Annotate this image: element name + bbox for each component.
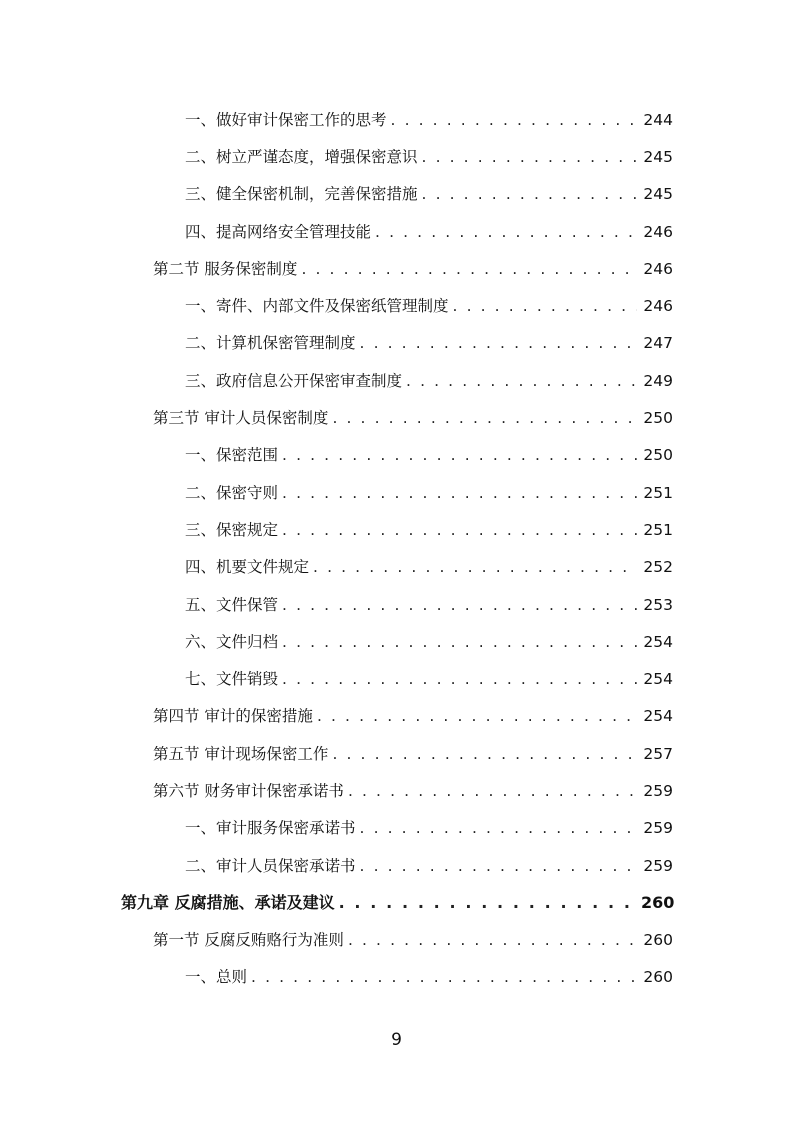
toc-entry-page: 259 [643, 856, 673, 875]
toc-entry-page: 250 [643, 446, 673, 465]
toc-entry-title: 二、计算机保密管理制度 [185, 334, 356, 353]
toc-entry-title: 三、政府信息公开保密审查制度 [185, 371, 403, 390]
toc-dot-leader [422, 147, 637, 167]
toc-entry-page: 259 [643, 781, 673, 800]
toc-entry[interactable] [0, 176, 793, 213]
toc-entry-title: 七、文件销毁 [185, 670, 279, 689]
toc-entry-title: 一、做好审计保密工作的思考 [185, 110, 387, 129]
toc-dot-leader [282, 483, 637, 503]
toc-dot-leader [348, 781, 637, 801]
toc-entry-page: 245 [643, 147, 673, 166]
toc-entry-page: 251 [643, 483, 673, 502]
toc-entry-title: 五、文件保管 [185, 595, 279, 614]
toc-dot-leader [282, 669, 637, 689]
toc-entry[interactable] [0, 213, 793, 250]
toc-entry-title: 第三节 审计人员保密制度 [153, 409, 329, 428]
toc-dot-leader [282, 595, 637, 615]
toc-entry[interactable] [0, 549, 793, 586]
toc-entry-title: 四、提高网络安全管理技能 [185, 222, 372, 241]
toc-entry-page: 252 [643, 558, 673, 577]
toc-entry[interactable] [0, 586, 793, 623]
toc-entry-page: 260 [641, 892, 675, 912]
toc-entry-title: 三、健全保密机制，完善保密措施 [185, 185, 418, 204]
toc-entry[interactable] [0, 250, 793, 287]
toc-dot-leader [332, 744, 637, 764]
table-of-contents [0, 101, 793, 996]
toc-entry[interactable] [0, 884, 793, 921]
toc-dot-leader [360, 856, 637, 876]
toc-entry[interactable] [0, 847, 793, 884]
toc-entry-title: 一、审计服务保密承诺书 [185, 819, 356, 838]
toc-entry-title: 一、寄件、内部文件及保密纸管理制度 [185, 297, 449, 316]
toc-entry-page: 246 [643, 259, 673, 278]
toc-entry-page: 260 [643, 931, 673, 950]
toc-entry[interactable] [0, 474, 793, 511]
toc-entry[interactable] [0, 623, 793, 660]
toc-entry-page: 259 [643, 819, 673, 838]
toc-entry[interactable] [0, 437, 793, 474]
toc-dot-leader [313, 557, 637, 577]
toc-entry[interactable] [0, 810, 793, 847]
toc-entry-page: 246 [643, 222, 673, 241]
toc-entry-page: 246 [643, 297, 673, 316]
toc-entry[interactable] [0, 511, 793, 548]
toc-entry[interactable] [0, 325, 793, 362]
toc-entry-title: 一、总则 [185, 968, 248, 987]
toc-entry-page: 250 [643, 409, 673, 428]
toc-dot-leader [360, 818, 637, 838]
toc-dot-leader [301, 259, 637, 279]
toc-dot-leader [282, 632, 637, 652]
toc-entry-page: 253 [643, 595, 673, 614]
toc-dot-leader [282, 445, 637, 465]
toc-entry-title: 二、树立严谨态度，增强保密意识 [185, 147, 418, 166]
toc-entry-title: 二、审计人员保密承诺书 [185, 856, 356, 875]
toc-entry-page: 254 [643, 632, 673, 651]
toc-entry-title: 第一节 反腐反贿赂行为准则 [153, 931, 344, 950]
toc-entry-title: 四、机要文件规定 [185, 558, 310, 577]
toc-entry-title: 一、保密范围 [185, 446, 279, 465]
toc-entry-title: 第九章 反腐措施、承诺及建议 [121, 892, 335, 912]
toc-entry[interactable] [0, 287, 793, 324]
toc-entry-page: 244 [643, 110, 673, 129]
toc-entry-title: 三、保密规定 [185, 520, 279, 539]
toc-entry[interactable] [0, 772, 793, 809]
toc-dot-leader [282, 520, 637, 540]
toc-entry-title: 六、文件归档 [185, 632, 279, 651]
toc-dot-leader [422, 184, 637, 204]
toc-dot-leader [406, 371, 637, 391]
page-number: 9 [391, 1030, 402, 1050]
toc-dot-leader [360, 333, 637, 353]
toc-entry-page: 249 [643, 371, 673, 390]
toc-dot-leader [453, 296, 637, 316]
toc-entry[interactable] [0, 138, 793, 175]
toc-entry[interactable] [0, 922, 793, 959]
toc-entry-page: 257 [643, 744, 673, 763]
toc-dot-leader [339, 893, 637, 913]
toc-entry-page: 245 [643, 185, 673, 204]
toc-dot-leader [375, 222, 637, 242]
toc-entry-page: 260 [643, 968, 673, 987]
toc-entry-page: 254 [643, 670, 673, 689]
toc-entry-title: 第二节 服务保密制度 [153, 259, 298, 278]
toc-entry[interactable] [0, 399, 793, 436]
toc-entry-page: 254 [643, 707, 673, 726]
toc-entry[interactable] [0, 959, 793, 996]
toc-entry-page: 247 [643, 334, 673, 353]
toc-dot-leader [251, 967, 637, 987]
toc-dot-leader [391, 110, 637, 130]
toc-dot-leader [332, 408, 637, 428]
toc-dot-leader [348, 930, 637, 950]
toc-entry-title: 二、保密守则 [185, 483, 279, 502]
toc-entry[interactable] [0, 698, 793, 735]
toc-entry-page: 251 [643, 520, 673, 539]
toc-entry-title: 第五节 审计现场保密工作 [153, 744, 329, 763]
toc-entry-title: 第四节 审计的保密措施 [153, 707, 313, 726]
toc-entry[interactable] [0, 101, 793, 138]
toc-entry[interactable] [0, 735, 793, 772]
toc-dot-leader [317, 706, 637, 726]
toc-entry[interactable] [0, 660, 793, 697]
toc-entry[interactable] [0, 362, 793, 399]
toc-entry-title: 第六节 财务审计保密承诺书 [153, 781, 344, 800]
